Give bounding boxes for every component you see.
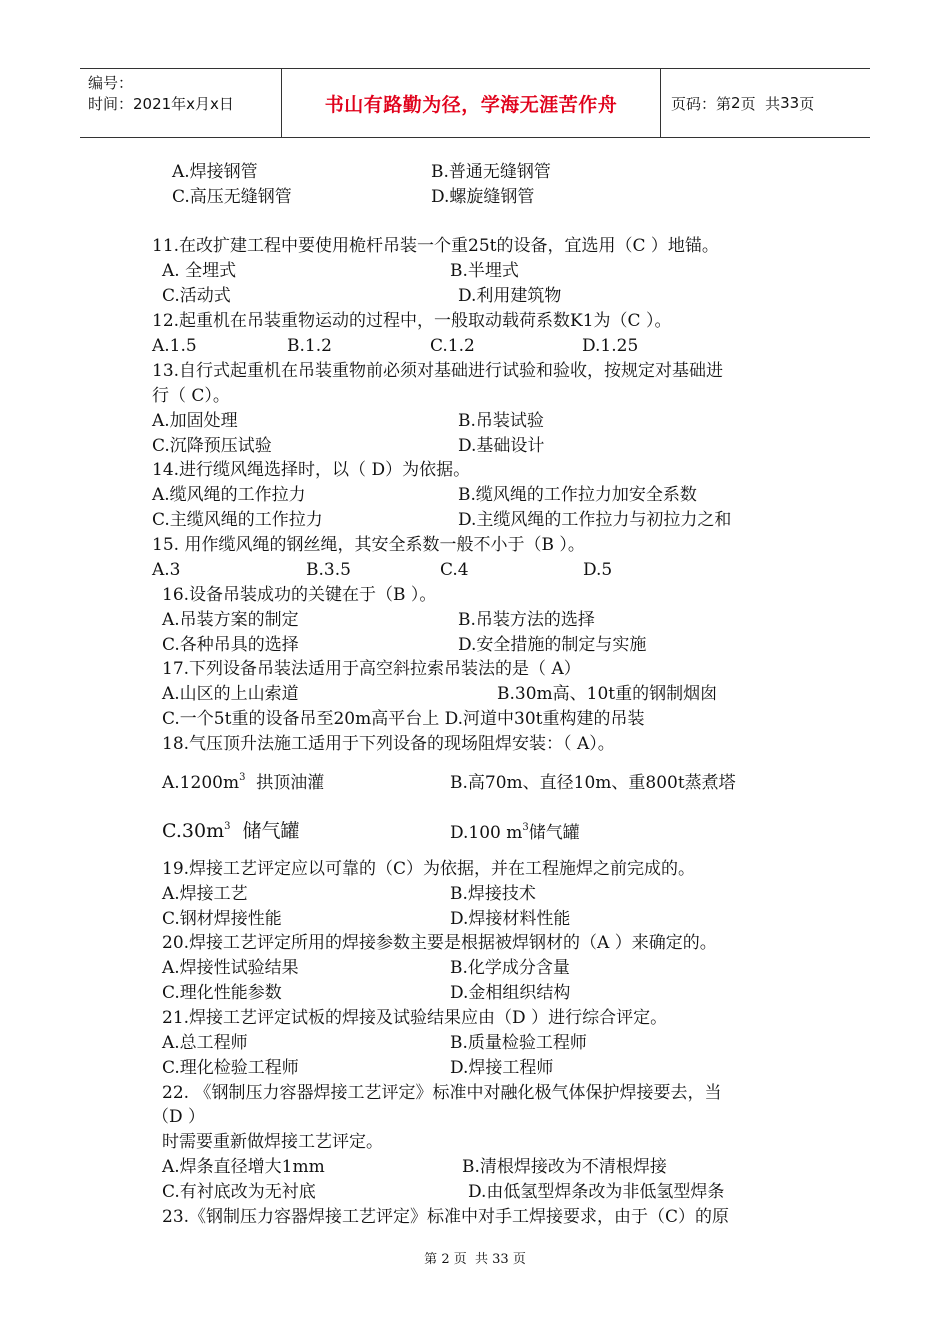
question-text: 时需要重新做焊接工艺评定。 <box>162 1132 383 1152</box>
option-line: B.质量检验工程师 <box>450 1033 587 1053</box>
option-line: B.3.5 <box>306 560 351 580</box>
option-line: D.金相组织结构 <box>450 983 571 1003</box>
option-line: A.山区的上山索道 <box>162 684 299 704</box>
option-line: A.焊接工艺 <box>162 884 248 904</box>
option-text: A.1200m <box>162 773 240 793</box>
option-line: A.总工程师 <box>162 1033 248 1053</box>
question-text: 16.设备吊装成功的关键在于（B ）。 <box>162 585 437 605</box>
question-text: 17.下列设备吊装法适用于高空斜拉索吊装法的是（ A） <box>162 659 581 679</box>
option-line: D.焊接材料性能 <box>450 909 571 929</box>
option-line: B.吊装试验 <box>458 411 544 431</box>
option-line: C.钢材焊接性能 <box>162 909 282 929</box>
doc-number-label: 编号： <box>88 74 134 92</box>
option-text: 储气罐 <box>230 820 300 842</box>
option-line: C.一个5t重的设备吊至20m高平台上 D.河道中30t重构建的吊装 <box>162 709 645 729</box>
option-line <box>162 772 324 794</box>
doc-date-label: 时间：2021年x月x日 <box>88 95 234 113</box>
page-prefix: 页码：第 <box>671 94 732 113</box>
option-line: D.主缆风绳的工作拉力与初拉力之和 <box>458 510 732 530</box>
page-mid: 页 共 <box>740 94 781 113</box>
footer-mid: 页 共 <box>453 1252 488 1267</box>
option-line: B.半埋式 <box>450 261 519 281</box>
option-line: B.化学成分含量 <box>450 958 570 978</box>
option-line: D.5 <box>583 560 613 580</box>
option-line: A.焊接性试验结果 <box>162 958 299 978</box>
question-text: 22. 《钢制压力容器焊接工艺评定》标准中对融化极气体保护焊接要去，当 <box>162 1083 722 1103</box>
option-line: D.基础设计 <box>458 436 545 456</box>
option-line: C.4 <box>440 560 469 580</box>
option-line: B.缆风绳的工作拉力加安全系数 <box>458 485 697 505</box>
footer-page-number: 2 <box>441 1252 450 1267</box>
option-line: C.各种吊具的选择 <box>162 635 299 655</box>
question-text: 12.起重机在吊装重物运动的过程中，一般取动载荷系数K1为（C ）。 <box>152 311 672 331</box>
option-line: D.由低氢型焊条改为非低氢型焊条 <box>468 1182 725 1202</box>
question-text: 11.在改扩建工程中要使用桅杆吊装一个重25t的设备，宜选用（C ）地锚。 <box>152 236 719 256</box>
option-line: B.吊装方法的选择 <box>458 610 595 630</box>
option-text: 拱顶油灌 <box>245 773 325 793</box>
option-line: D.1.25 <box>582 336 639 356</box>
page-suffix: 页 <box>799 94 815 113</box>
option-line: C.理化检验工程师 <box>162 1058 299 1078</box>
option-line: C.主缆风绳的工作拉力 <box>152 510 323 530</box>
option-line: C.有衬底改为无衬底 <box>162 1182 316 1202</box>
option-line: A.吊装方案的制定 <box>162 610 299 630</box>
superscript: 3 <box>239 772 246 783</box>
option-line: A.缆风绳的工作拉力 <box>152 485 306 505</box>
option-line: D.螺旋缝钢管 <box>431 187 535 207</box>
option-line: D.利用建筑物 <box>458 286 562 306</box>
question-text: 18.气压顶升法施工适用于下列设备的现场阻焊安装：（ A）。 <box>162 734 615 754</box>
option-line: A.1.5 <box>152 336 197 356</box>
option-line: A.焊条直径增大1mm <box>162 1157 325 1177</box>
question-text: 15. 用作缆风绳的钢丝绳，其安全系数一般不小于（B ）。 <box>152 535 585 555</box>
option-line: C.理化性能参数 <box>162 983 282 1003</box>
question-text: 23.《钢制压力容器焊接工艺评定》标准中对手工焊接要求，由于（C）的原 <box>162 1207 730 1227</box>
option-line <box>162 820 300 842</box>
option-line: C.沉降预压试验 <box>152 436 272 456</box>
footer-prefix: 第 <box>424 1252 438 1267</box>
option-line: B.普通无缝钢管 <box>431 162 551 182</box>
option-line: C.活动式 <box>162 286 231 306</box>
option-text: C.30m <box>162 820 225 842</box>
option-line: D.焊接工程师 <box>450 1058 554 1078</box>
option-line: B.焊接技术 <box>450 884 536 904</box>
question-text: 19.焊接工艺评定应以可靠的（C）为依据，并在工程施焊之前完成的。 <box>162 859 696 879</box>
option-line <box>450 822 580 844</box>
option-text: D.100 m <box>450 823 523 843</box>
option-line: C.高压无缝钢管 <box>172 187 292 207</box>
option-line: B.30m高、10t重的钢制烟囱 <box>497 684 718 704</box>
option-line: C.1.2 <box>430 336 475 356</box>
option-line: B.清根焊接改为不清根焊接 <box>462 1157 667 1177</box>
question-text: 行（ C）。 <box>152 386 230 406</box>
question-text: 14.进行缆风绳选择时，以（ D）为依据。 <box>152 460 471 480</box>
page-total: 33 <box>780 94 800 112</box>
question-text: 13.自行式起重机在吊装重物前必须对基础进行试验和验收，按规定对基础进 <box>152 361 724 381</box>
header-motto: 书山有路勤为径，学海无涯苦作舟 <box>282 69 661 137</box>
question-text: 20.焊接工艺评定所用的焊接参数主要是根据被焊钢材的（A ）来确定的。 <box>162 933 717 953</box>
page-number: 2 <box>731 94 741 112</box>
page-footer <box>0 1248 950 1267</box>
footer-suffix: 页 <box>512 1252 526 1267</box>
option-line: A.3 <box>152 560 181 580</box>
superscript: 3 <box>224 821 231 832</box>
footer-page-total: 33 <box>492 1252 509 1267</box>
option-line: A. 全埋式 <box>162 261 237 281</box>
option-text: 储气罐 <box>528 823 580 843</box>
option-line: B.1.2 <box>287 336 332 356</box>
option-line: A.焊接钢管 <box>172 162 258 182</box>
option-line: A.加固处理 <box>152 411 238 431</box>
question-text: （D ） <box>152 1107 206 1127</box>
question-text: 21.焊接工艺评定试板的焊接及试验结果应由（D ）进行综合评定。 <box>162 1008 668 1028</box>
option-line: B.高70m、直径10m、重800t蒸煮塔 <box>450 773 736 793</box>
superscript: 3 <box>522 822 529 833</box>
option-line: D.安全措施的制定与实施 <box>458 635 647 655</box>
